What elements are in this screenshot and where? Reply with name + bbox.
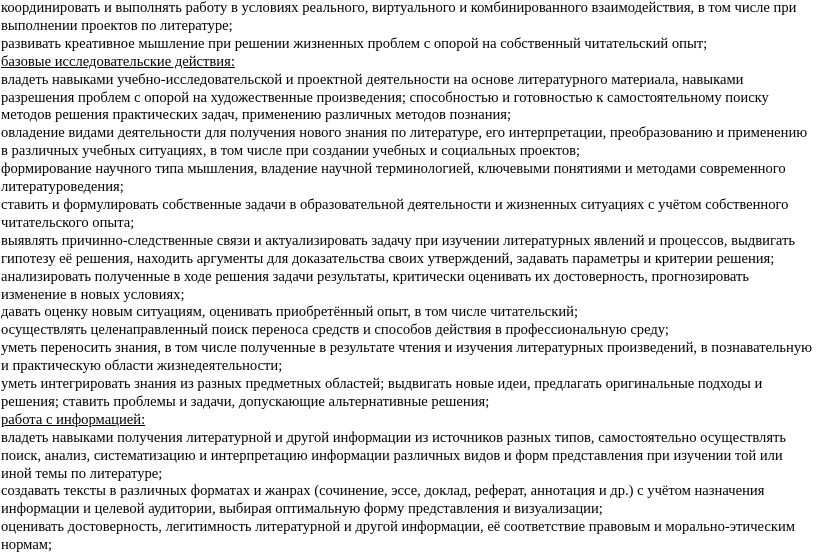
paragraph-formulate-tasks: ставить и формулировать собственные задачи в образовательной деятельности и жизненных ситуациях с учётом собственного читательского опыта; <box>1 196 789 231</box>
section-heading-working-with-information: работа с информацией: <box>1 411 146 428</box>
paragraph-create-texts: создавать тексты в различных форматах и жанрах (сочинение, эссе, доклад, реферат, аннотация и др.) с учётом назначения информации и целевой аудитории, выбирая оптимальную форму представления и визуализации; <box>1 483 765 518</box>
paragraph-integrate-knowledge: уметь интегрировать знания из разных предметных областей; выдвигать новые идеи, предлагать оригинальные подходы и решения; ставить проблемы и задачи, допускающие альтернативные решения; <box>1 376 763 410</box>
paragraph-information-skills: владеть навыками получения литературной и другой информации из источников разных типов, самостоятельно осуществлять поиск, анализ, систематизацию и интерпретацию информации различных видов и форм представления при изучении той или иной темы по литературе; <box>1 429 787 482</box>
paragraph-activity-types: овладение видами деятельности для получения нового знания по литературе, его интерпретации, преобразованию и применению в различных учебных ситуациях, в том числе при создании учебных и социальных проектов; <box>1 125 808 160</box>
section-heading-research-actions: базовые исследовательские действия: <box>1 53 235 70</box>
paragraph-analyze-results: анализировать полученные в ходе решения задачи результаты, критически оценивать их достоверность, прогнозировать изменение в новых условиях; <box>1 268 750 303</box>
paragraph-evaluate-reliability: оценивать достоверность, легитимность литературной и другой информации, её соответствие правовым и морально-этическим нормам; <box>1 519 796 554</box>
paragraph-scientific-thinking: формирование научного типа мышления, владение научной терминологией, ключевыми понятиями и методами современного литературоведения; <box>1 161 786 196</box>
paragraph-evaluate-situations: давать оценку новым ситуациям, оценивать приобретённый опыт, в том числе читательский; <box>1 304 579 321</box>
paragraph-transfer-knowledge: уметь переносить знания, в том числе полученные в результате чтения и изучения литературных произведений, в познавательную и практическую области жизнедеятельности; <box>1 340 813 375</box>
paragraph-causal-links: выявлять причинно-следственные связи и актуализировать задачу при изучении литературных явлений и процессов, выдвигать гипотезу её решения, находить аргументы для доказательства своих утверждений, задавать параметры и критерии решения; <box>1 232 796 267</box>
paragraph-coordinate-work: координировать и выполнять работу в условиях реального, виртуального и комбинированного взаимодействия, в том числе при выполнении проектов по литературе; <box>1 0 797 34</box>
document-body <box>1 0 813 555</box>
paragraph-transfer-search: осуществлять целенаправленный поиск переноса средств и способов действия в профессиональную среду; <box>1 322 669 339</box>
paragraph-research-skills: владеть навыками учебно-исследовательской и проектной деятельности на основе литературного материала, навыками разрешения проблем с опорой на художественные произведения; способностью и готовностью к самостоятельному поиску методов решения практических задач, применению различных методов познания; <box>1 71 769 124</box>
paragraph-creative-thinking: развивать креативное мышление при решении жизненных проблем с опорой на собственный читательский опыт; <box>1 35 708 52</box>
